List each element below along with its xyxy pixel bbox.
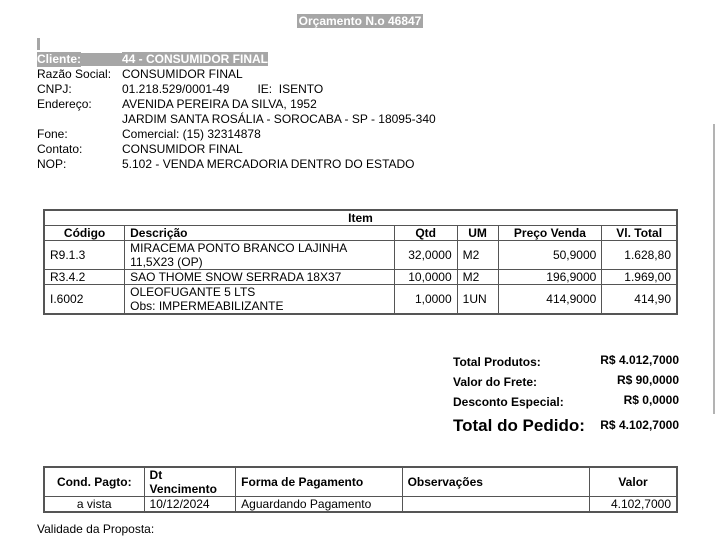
table-row xyxy=(44,285,677,315)
cliente-row xyxy=(37,52,436,67)
cell-total: 414,90 xyxy=(602,285,677,315)
table-row xyxy=(44,270,677,285)
desc-line1: OLEOFUGANTE 5 LTS xyxy=(130,285,256,299)
total-produtos-label: Total Produtos: xyxy=(453,355,541,369)
ie-value: ISENTO xyxy=(278,82,324,96)
cnpj-value: 01.218.529/0001-49 xyxy=(122,82,230,96)
cliente-highlight-gap xyxy=(81,53,122,66)
payment-table xyxy=(43,466,678,513)
cell-um: 1UN xyxy=(457,285,498,315)
cell-preco: 50,9000 xyxy=(498,241,602,270)
nop-row xyxy=(37,157,436,172)
payment-header-row xyxy=(44,467,677,497)
cliente-label: Cliente: xyxy=(37,52,82,66)
cell-venc: 10/12/2024 xyxy=(144,497,236,513)
header-venc: Dt Vencimento xyxy=(144,467,236,497)
cell-descricao xyxy=(125,241,395,270)
nop-value: 5.102 - VENDA MERCADORIA DENTRO DO ESTADO xyxy=(122,157,415,171)
document-title-container xyxy=(0,14,720,28)
razao-label: Razão Social: xyxy=(37,67,112,81)
fone-label: Fone: xyxy=(37,127,68,141)
header-obs: Observações xyxy=(402,467,589,497)
header-um: UM xyxy=(457,226,498,241)
client-info xyxy=(37,52,436,172)
endereco-row xyxy=(37,97,436,112)
header-preco: Preço Venda xyxy=(498,226,602,241)
document-title: Orçamento N.o 46847 xyxy=(298,14,422,28)
header-qtd: Qtd xyxy=(394,226,457,241)
text-cursor xyxy=(37,38,40,50)
table-row xyxy=(44,497,677,513)
nop-label: NOP: xyxy=(37,157,67,171)
fone-row xyxy=(37,127,436,142)
cell-total: 1.969,00 xyxy=(602,270,677,285)
cell-um: M2 xyxy=(457,241,498,270)
frete-row xyxy=(453,372,679,392)
cell-codigo: R3.4.2 xyxy=(44,270,125,285)
cell-descricao xyxy=(125,285,395,315)
frete-label: Valor do Frete: xyxy=(453,375,538,389)
header-forma: Forma de Pagamento xyxy=(236,467,402,497)
cell-codigo: I.6002 xyxy=(44,285,125,315)
header-descricao: Descrição xyxy=(125,226,395,241)
items-caption: Item xyxy=(44,210,677,226)
frete-value: R$ 90,0000 xyxy=(616,373,679,387)
cell-total: 1.628,80 xyxy=(602,241,677,270)
cell-qtd: 32,0000 xyxy=(394,241,457,270)
header-codigo: Código xyxy=(44,226,125,241)
ie-label: IE: xyxy=(257,82,273,96)
table-row xyxy=(44,241,677,270)
contato-value: CONSUMIDOR FINAL xyxy=(122,142,243,156)
cell-preco: 414,9000 xyxy=(498,285,602,315)
cnpj-label: CNPJ: xyxy=(37,82,72,96)
total-pedido-value: R$ 4.102,7000 xyxy=(600,418,679,432)
endereco-line2: JARDIM SANTA ROSÁLIA - SOROCABA - SP - 18095-340 xyxy=(122,112,436,126)
items-header-row xyxy=(44,226,677,241)
cell-descricao: SAO THOME SNOW SERRADA 18X37 xyxy=(125,270,395,285)
cell-um: M2 xyxy=(457,270,498,285)
desc-line2: 11,5X23 (OP) xyxy=(130,255,203,269)
total-pedido-label: Total do Pedido: xyxy=(453,416,585,435)
header-total: Vl. Total xyxy=(602,226,677,241)
total-pedido-row xyxy=(453,414,679,438)
desconto-label: Desconto Especial: xyxy=(453,395,564,409)
validade-label: Validade da Proposta: xyxy=(37,522,155,536)
cell-cond: a vista xyxy=(44,497,144,513)
cell-qtd: 1,0000 xyxy=(394,285,457,315)
contato-row xyxy=(37,142,436,157)
cell-valor: 4.102,7000 xyxy=(590,497,677,513)
header-cond: Cond. Pagto: xyxy=(44,467,144,497)
header-valor: Valor xyxy=(590,467,677,497)
cell-qtd: 10,0000 xyxy=(394,270,457,285)
cliente-value: 44 - CONSUMIDOR FINAL xyxy=(122,52,269,66)
cell-preco: 196,9000 xyxy=(498,270,602,285)
desc-line1: MIRACEMA PONTO BRANCO LAJINHA xyxy=(130,241,348,255)
fone-value: Comercial: (15) 32314878 xyxy=(122,127,261,141)
total-produtos-value: R$ 4.012,7000 xyxy=(600,353,679,367)
totals-block xyxy=(453,352,679,435)
endereco-line1: AVENIDA PEREIRA DA SILVA, 1952 xyxy=(122,97,317,111)
contato-label: Contato: xyxy=(37,142,83,156)
scrollbar[interactable] xyxy=(713,124,715,414)
endereco-label: Endereço: xyxy=(37,97,92,111)
cell-obs xyxy=(402,497,589,513)
desc-line2: Obs: IMPERMEABILIZANTE xyxy=(130,299,284,313)
endereco-row-2 xyxy=(37,112,436,127)
cell-forma: Aguardando Pagamento xyxy=(236,497,402,513)
desconto-row xyxy=(453,392,679,412)
items-table xyxy=(43,209,678,315)
razao-row xyxy=(37,67,436,82)
desconto-value: R$ 0,0000 xyxy=(623,393,679,407)
total-produtos-row xyxy=(453,352,679,372)
cnpj-row xyxy=(37,82,436,97)
razao-value: CONSUMIDOR FINAL xyxy=(122,67,243,81)
cell-codigo: R9.1.3 xyxy=(44,241,125,270)
